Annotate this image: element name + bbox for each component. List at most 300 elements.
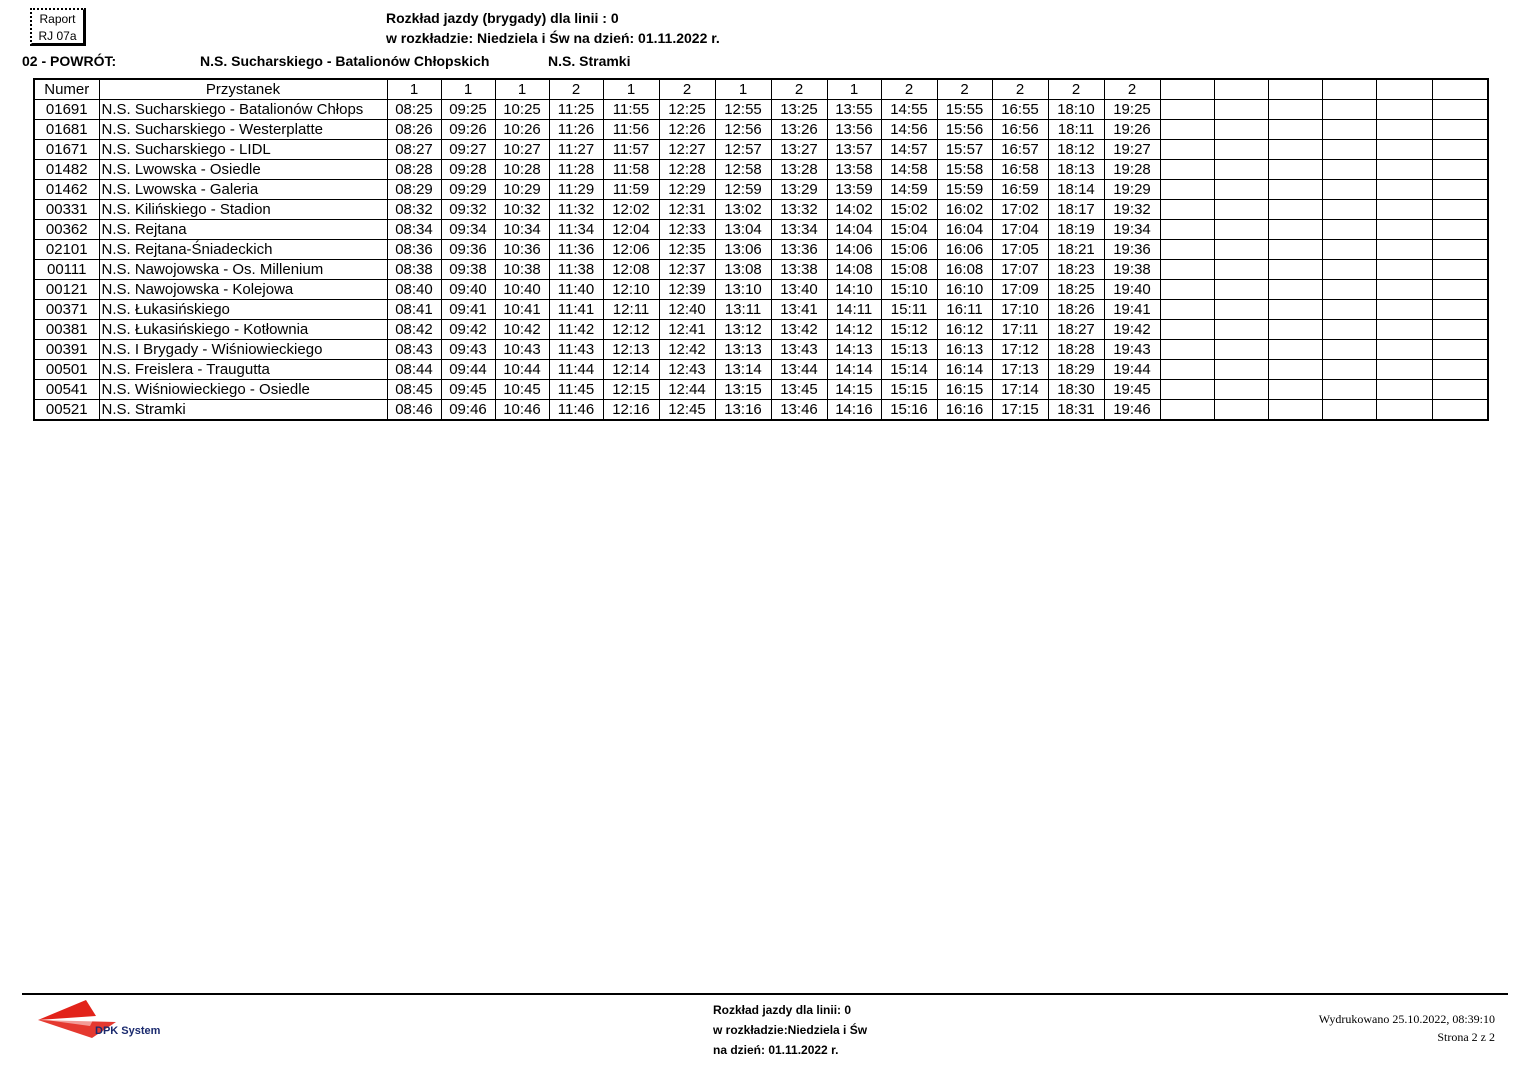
departure-time xyxy=(1322,380,1376,400)
departure-time xyxy=(1214,180,1268,200)
dpk-swoosh-icon xyxy=(36,998,166,1043)
stop-name: N.S. Łukasińskiego xyxy=(99,300,387,320)
stop-name: N.S. Kilińskiego - Stadion xyxy=(99,200,387,220)
timetable xyxy=(33,78,1489,421)
brigade-header: 2 xyxy=(992,79,1048,100)
departure-time xyxy=(1160,260,1214,280)
departure-time xyxy=(1214,280,1268,300)
stop-name: N.S. Nawojowska - Os. Millenium xyxy=(99,260,387,280)
departure-time: 10:43 xyxy=(495,340,549,360)
departure-time: 15:13 xyxy=(881,340,937,360)
departure-time: 16:15 xyxy=(937,380,992,400)
departure-time: 15:58 xyxy=(937,160,992,180)
departure-time: 13:46 xyxy=(771,400,827,421)
departure-time: 13:45 xyxy=(771,380,827,400)
departure-time: 14:13 xyxy=(827,340,881,360)
departure-time xyxy=(1268,120,1322,140)
departure-time xyxy=(1160,200,1214,220)
departure-time: 18:13 xyxy=(1048,160,1104,180)
departure-time: 09:28 xyxy=(441,160,495,180)
departure-time: 13:41 xyxy=(771,300,827,320)
stop-number: 01482 xyxy=(34,160,99,180)
departure-time: 13:27 xyxy=(771,140,827,160)
departure-time: 15:16 xyxy=(881,400,937,421)
departure-time: 08:46 xyxy=(387,400,441,421)
stop-name: N.S. Lwowska - Osiedle xyxy=(99,160,387,180)
departure-time xyxy=(1268,160,1322,180)
departure-time: 19:29 xyxy=(1104,180,1160,200)
stop-number: 01691 xyxy=(34,100,99,120)
stop-number: 00521 xyxy=(34,400,99,421)
departure-time: 11:28 xyxy=(549,160,603,180)
departure-time: 08:32 xyxy=(387,200,441,220)
departure-time: 13:58 xyxy=(827,160,881,180)
departure-time: 08:42 xyxy=(387,320,441,340)
departure-time: 13:40 xyxy=(771,280,827,300)
departure-time: 11:59 xyxy=(603,180,659,200)
departure-time xyxy=(1376,120,1432,140)
departure-time: 12:13 xyxy=(603,340,659,360)
departure-time: 09:26 xyxy=(441,120,495,140)
departure-time: 15:57 xyxy=(937,140,992,160)
departure-time xyxy=(1376,380,1432,400)
stop-number: 00121 xyxy=(34,280,99,300)
stop-name: N.S. Rejtana xyxy=(99,220,387,240)
departure-time: 12:31 xyxy=(659,200,715,220)
brigade-header: 2 xyxy=(549,79,603,100)
departure-time: 09:45 xyxy=(441,380,495,400)
departure-time: 13:36 xyxy=(771,240,827,260)
departure-time xyxy=(1376,180,1432,200)
departure-time: 08:38 xyxy=(387,260,441,280)
footer-summary xyxy=(713,1000,867,1060)
departure-time xyxy=(1160,140,1214,160)
stop-name: N.S. Sucharskiego - Westerplatte xyxy=(99,120,387,140)
departure-time: 08:34 xyxy=(387,220,441,240)
departure-time: 19:45 xyxy=(1104,380,1160,400)
departure-time: 11:34 xyxy=(549,220,603,240)
departure-time: 15:12 xyxy=(881,320,937,340)
departure-time: 11:46 xyxy=(549,400,603,421)
departure-time: 11:29 xyxy=(549,180,603,200)
departure-time: 16:13 xyxy=(937,340,992,360)
footer-line-1: Rozkład jazdy dla linii: 0 xyxy=(713,1003,852,1017)
departure-time xyxy=(1432,180,1488,200)
departure-time xyxy=(1376,220,1432,240)
departure-time xyxy=(1376,280,1432,300)
departure-time: 11:56 xyxy=(603,120,659,140)
stop-name: N.S. I Brygady - Wiśniowieckiego xyxy=(99,340,387,360)
departure-time: 14:06 xyxy=(827,240,881,260)
departure-time: 19:26 xyxy=(1104,120,1160,140)
departure-time: 10:27 xyxy=(495,140,549,160)
departure-time: 19:27 xyxy=(1104,140,1160,160)
departure-time xyxy=(1268,100,1322,120)
departure-time: 18:25 xyxy=(1048,280,1104,300)
departure-time: 08:26 xyxy=(387,120,441,140)
departure-time: 09:46 xyxy=(441,400,495,421)
departure-time: 16:57 xyxy=(992,140,1048,160)
departure-time: 08:27 xyxy=(387,140,441,160)
departure-time: 14:16 xyxy=(827,400,881,421)
departure-time xyxy=(1322,160,1376,180)
departure-time: 13:43 xyxy=(771,340,827,360)
departure-time: 08:25 xyxy=(387,100,441,120)
departure-time: 13:28 xyxy=(771,160,827,180)
departure-time: 13:10 xyxy=(715,280,771,300)
stop-number: 00331 xyxy=(34,200,99,220)
departure-time: 16:14 xyxy=(937,360,992,380)
departure-time xyxy=(1322,120,1376,140)
departure-time: 12:43 xyxy=(659,360,715,380)
departure-time: 16:10 xyxy=(937,280,992,300)
departure-time: 13:13 xyxy=(715,340,771,360)
departure-time: 08:43 xyxy=(387,340,441,360)
departure-time xyxy=(1432,200,1488,220)
departure-time: 15:56 xyxy=(937,120,992,140)
departure-time: 12:28 xyxy=(659,160,715,180)
departure-time xyxy=(1432,140,1488,160)
title-line-1: Rozkład jazdy (brygady) dla linii : 0 xyxy=(386,10,619,26)
departure-time: 08:28 xyxy=(387,160,441,180)
departure-time: 13:32 xyxy=(771,200,827,220)
departure-time: 14:56 xyxy=(881,120,937,140)
departure-time: 12:41 xyxy=(659,320,715,340)
departure-time: 14:57 xyxy=(881,140,937,160)
departure-time: 12:56 xyxy=(715,120,771,140)
departure-time: 16:04 xyxy=(937,220,992,240)
footer-divider xyxy=(22,993,1508,995)
departure-time: 12:35 xyxy=(659,240,715,260)
departure-time: 16:08 xyxy=(937,260,992,280)
departure-time xyxy=(1214,200,1268,220)
departure-time xyxy=(1432,320,1488,340)
departure-time xyxy=(1322,240,1376,260)
brigade-header: 2 xyxy=(937,79,992,100)
departure-time: 19:44 xyxy=(1104,360,1160,380)
departure-time xyxy=(1214,300,1268,320)
departure-time: 17:13 xyxy=(992,360,1048,380)
departure-time: 12:14 xyxy=(603,360,659,380)
departure-time: 15:11 xyxy=(881,300,937,320)
departure-time: 08:29 xyxy=(387,180,441,200)
departure-time: 15:04 xyxy=(881,220,937,240)
departure-time: 11:26 xyxy=(549,120,603,140)
departure-time: 19:38 xyxy=(1104,260,1160,280)
departure-time: 18:29 xyxy=(1048,360,1104,380)
departure-time: 18:26 xyxy=(1048,300,1104,320)
route-origin: N.S. Sucharskiego - Batalionów Chłopskich xyxy=(200,53,490,69)
stop-name: N.S. Rejtana-Śniadeckich xyxy=(99,240,387,260)
departure-time: 16:58 xyxy=(992,160,1048,180)
departure-time: 19:36 xyxy=(1104,240,1160,260)
departure-time: 13:38 xyxy=(771,260,827,280)
departure-time: 19:41 xyxy=(1104,300,1160,320)
table-row xyxy=(34,360,1488,380)
departure-time: 13:56 xyxy=(827,120,881,140)
departure-time: 13:16 xyxy=(715,400,771,421)
departure-time xyxy=(1214,400,1268,421)
departure-time: 11:32 xyxy=(549,200,603,220)
departure-time: 09:32 xyxy=(441,200,495,220)
departure-time xyxy=(1160,120,1214,140)
departure-time xyxy=(1160,320,1214,340)
departure-time xyxy=(1376,320,1432,340)
departure-time xyxy=(1322,340,1376,360)
departure-time: 12:33 xyxy=(659,220,715,240)
stop-number: 00362 xyxy=(34,220,99,240)
departure-time xyxy=(1376,140,1432,160)
departure-time xyxy=(1214,260,1268,280)
departure-time: 12:37 xyxy=(659,260,715,280)
departure-time: 17:15 xyxy=(992,400,1048,421)
departure-time xyxy=(1432,260,1488,280)
departure-time: 14:59 xyxy=(881,180,937,200)
departure-time xyxy=(1214,140,1268,160)
departure-time: 09:44 xyxy=(441,360,495,380)
departure-time xyxy=(1268,360,1322,380)
departure-time xyxy=(1214,220,1268,240)
departure-time: 12:59 xyxy=(715,180,771,200)
departure-time: 12:26 xyxy=(659,120,715,140)
departure-time xyxy=(1268,240,1322,260)
departure-time: 13:08 xyxy=(715,260,771,280)
column-header-przystanek: Przystanek xyxy=(99,79,387,100)
brigade-header xyxy=(1322,79,1376,100)
departure-time: 10:29 xyxy=(495,180,549,200)
departure-time xyxy=(1160,300,1214,320)
departure-time xyxy=(1160,380,1214,400)
departure-time: 09:42 xyxy=(441,320,495,340)
table-row xyxy=(34,160,1488,180)
departure-time: 13:25 xyxy=(771,100,827,120)
document-title xyxy=(386,8,720,48)
brigade-header xyxy=(1268,79,1322,100)
table-row xyxy=(34,240,1488,260)
departure-time xyxy=(1268,340,1322,360)
table-row xyxy=(34,120,1488,140)
departure-time: 12:02 xyxy=(603,200,659,220)
departure-time: 15:15 xyxy=(881,380,937,400)
brigade-header: 1 xyxy=(441,79,495,100)
stop-number: 01681 xyxy=(34,120,99,140)
departure-time: 19:25 xyxy=(1104,100,1160,120)
stop-name: N.S. Stramki xyxy=(99,400,387,421)
departure-time xyxy=(1432,380,1488,400)
departure-time xyxy=(1214,340,1268,360)
table-row xyxy=(34,180,1488,200)
departure-time: 17:14 xyxy=(992,380,1048,400)
departure-time: 09:36 xyxy=(441,240,495,260)
departure-time: 11:57 xyxy=(603,140,659,160)
departure-time: 11:42 xyxy=(549,320,603,340)
stop-name: N.S. Wiśniowieckiego - Osiedle xyxy=(99,380,387,400)
stop-number: 00501 xyxy=(34,360,99,380)
departure-time: 18:28 xyxy=(1048,340,1104,360)
departure-time: 14:10 xyxy=(827,280,881,300)
departure-time: 10:36 xyxy=(495,240,549,260)
departure-time: 15:14 xyxy=(881,360,937,380)
report-label: Raport xyxy=(39,12,76,26)
departure-time: 12:08 xyxy=(603,260,659,280)
departure-time: 16:06 xyxy=(937,240,992,260)
departure-time: 16:16 xyxy=(937,400,992,421)
departure-time: 16:56 xyxy=(992,120,1048,140)
departure-time: 08:36 xyxy=(387,240,441,260)
departure-time: 09:27 xyxy=(441,140,495,160)
departure-time: 14:08 xyxy=(827,260,881,280)
departure-time xyxy=(1376,100,1432,120)
departure-time: 12:44 xyxy=(659,380,715,400)
departure-time: 13:11 xyxy=(715,300,771,320)
departure-time: 08:44 xyxy=(387,360,441,380)
table-row xyxy=(34,140,1488,160)
departure-time: 13:55 xyxy=(827,100,881,120)
departure-time: 17:09 xyxy=(992,280,1048,300)
departure-time: 12:42 xyxy=(659,340,715,360)
departure-time: 10:25 xyxy=(495,100,549,120)
departure-time: 16:12 xyxy=(937,320,992,340)
departure-time: 14:12 xyxy=(827,320,881,340)
direction-label: 02 - POWRÓT: xyxy=(22,53,117,69)
departure-time: 09:29 xyxy=(441,180,495,200)
departure-time: 18:12 xyxy=(1048,140,1104,160)
departure-time: 14:55 xyxy=(881,100,937,120)
departure-time: 10:34 xyxy=(495,220,549,240)
departure-time xyxy=(1376,200,1432,220)
departure-time: 08:40 xyxy=(387,280,441,300)
route-destination: N.S. Stramki xyxy=(548,53,631,69)
departure-time: 11:25 xyxy=(549,100,603,120)
departure-time xyxy=(1268,260,1322,280)
departure-time: 13:04 xyxy=(715,220,771,240)
departure-time: 11:45 xyxy=(549,380,603,400)
departure-time: 16:11 xyxy=(937,300,992,320)
departure-time xyxy=(1214,160,1268,180)
departure-time: 17:07 xyxy=(992,260,1048,280)
departure-time xyxy=(1376,260,1432,280)
departure-time: 12:29 xyxy=(659,180,715,200)
departure-time xyxy=(1160,100,1214,120)
footer-line-3: na dzień: 01.11.2022 r. xyxy=(713,1043,839,1057)
brigade-header: 1 xyxy=(715,79,771,100)
logo-text: DPK System xyxy=(95,1025,161,1037)
departure-time: 18:17 xyxy=(1048,200,1104,220)
departure-time: 12:39 xyxy=(659,280,715,300)
departure-time: 15:08 xyxy=(881,260,937,280)
departure-time xyxy=(1160,400,1214,421)
departure-time xyxy=(1268,280,1322,300)
departure-time: 16:02 xyxy=(937,200,992,220)
departure-time: 11:43 xyxy=(549,340,603,360)
page-number: Strona 2 z 2 xyxy=(1437,1030,1495,1044)
departure-time: 10:45 xyxy=(495,380,549,400)
departure-time: 12:25 xyxy=(659,100,715,120)
departure-time: 08:45 xyxy=(387,380,441,400)
printed-timestamp: Wydrukowano 25.10.2022, 08:39:10 xyxy=(1318,1012,1495,1026)
departure-time: 15:02 xyxy=(881,200,937,220)
departure-time: 10:46 xyxy=(495,400,549,421)
brigade-header: 1 xyxy=(603,79,659,100)
stop-number: 00371 xyxy=(34,300,99,320)
stop-name: N.S. Łukasińskiego - Kotłownia xyxy=(99,320,387,340)
brigade-header xyxy=(1160,79,1214,100)
table-row xyxy=(34,340,1488,360)
departure-time: 14:15 xyxy=(827,380,881,400)
departure-time xyxy=(1376,360,1432,380)
departure-time xyxy=(1322,220,1376,240)
brigade-header: 2 xyxy=(771,79,827,100)
brigade-header: 2 xyxy=(1048,79,1104,100)
departure-time xyxy=(1322,300,1376,320)
departure-time: 13:34 xyxy=(771,220,827,240)
departure-time xyxy=(1268,140,1322,160)
brigade-header: 1 xyxy=(495,79,549,100)
departure-time: 10:44 xyxy=(495,360,549,380)
stop-number: 01462 xyxy=(34,180,99,200)
departure-time xyxy=(1160,280,1214,300)
brigade-header xyxy=(1376,79,1432,100)
departure-time xyxy=(1160,180,1214,200)
departure-time: 14:02 xyxy=(827,200,881,220)
departure-time: 14:58 xyxy=(881,160,937,180)
departure-time: 09:25 xyxy=(441,100,495,120)
departure-time xyxy=(1432,120,1488,140)
departure-time: 12:11 xyxy=(603,300,659,320)
stop-name: N.S. Lwowska - Galeria xyxy=(99,180,387,200)
departure-time: 17:04 xyxy=(992,220,1048,240)
departure-time: 12:10 xyxy=(603,280,659,300)
print-info xyxy=(1319,1010,1495,1046)
departure-time: 10:26 xyxy=(495,120,549,140)
departure-time: 12:04 xyxy=(603,220,659,240)
departure-time: 11:55 xyxy=(603,100,659,120)
departure-time: 14:11 xyxy=(827,300,881,320)
departure-time xyxy=(1322,400,1376,421)
departure-time xyxy=(1268,200,1322,220)
departure-time: 12:15 xyxy=(603,380,659,400)
stop-number: 00111 xyxy=(34,260,99,280)
departure-time xyxy=(1214,320,1268,340)
departure-time: 19:32 xyxy=(1104,200,1160,220)
departure-time xyxy=(1432,400,1488,421)
departure-time: 18:14 xyxy=(1048,180,1104,200)
departure-time xyxy=(1432,340,1488,360)
departure-time: 12:27 xyxy=(659,140,715,160)
departure-time: 12:58 xyxy=(715,160,771,180)
table-row xyxy=(34,200,1488,220)
departure-time: 10:28 xyxy=(495,160,549,180)
departure-time: 12:57 xyxy=(715,140,771,160)
departure-time xyxy=(1214,100,1268,120)
dpk-logo xyxy=(36,998,166,1043)
brigade-header: 2 xyxy=(1104,79,1160,100)
departure-time: 13:12 xyxy=(715,320,771,340)
departure-time: 09:41 xyxy=(441,300,495,320)
departure-time xyxy=(1214,120,1268,140)
stop-name: N.S. Sucharskiego - LIDL xyxy=(99,140,387,160)
departure-time: 10:40 xyxy=(495,280,549,300)
departure-time: 17:10 xyxy=(992,300,1048,320)
departure-time: 15:10 xyxy=(881,280,937,300)
departure-time: 18:11 xyxy=(1048,120,1104,140)
departure-time: 19:28 xyxy=(1104,160,1160,180)
report-code: RJ 07a xyxy=(38,29,77,43)
departure-time: 11:58 xyxy=(603,160,659,180)
brigade-header xyxy=(1214,79,1268,100)
departure-time: 17:05 xyxy=(992,240,1048,260)
departure-time: 12:12 xyxy=(603,320,659,340)
